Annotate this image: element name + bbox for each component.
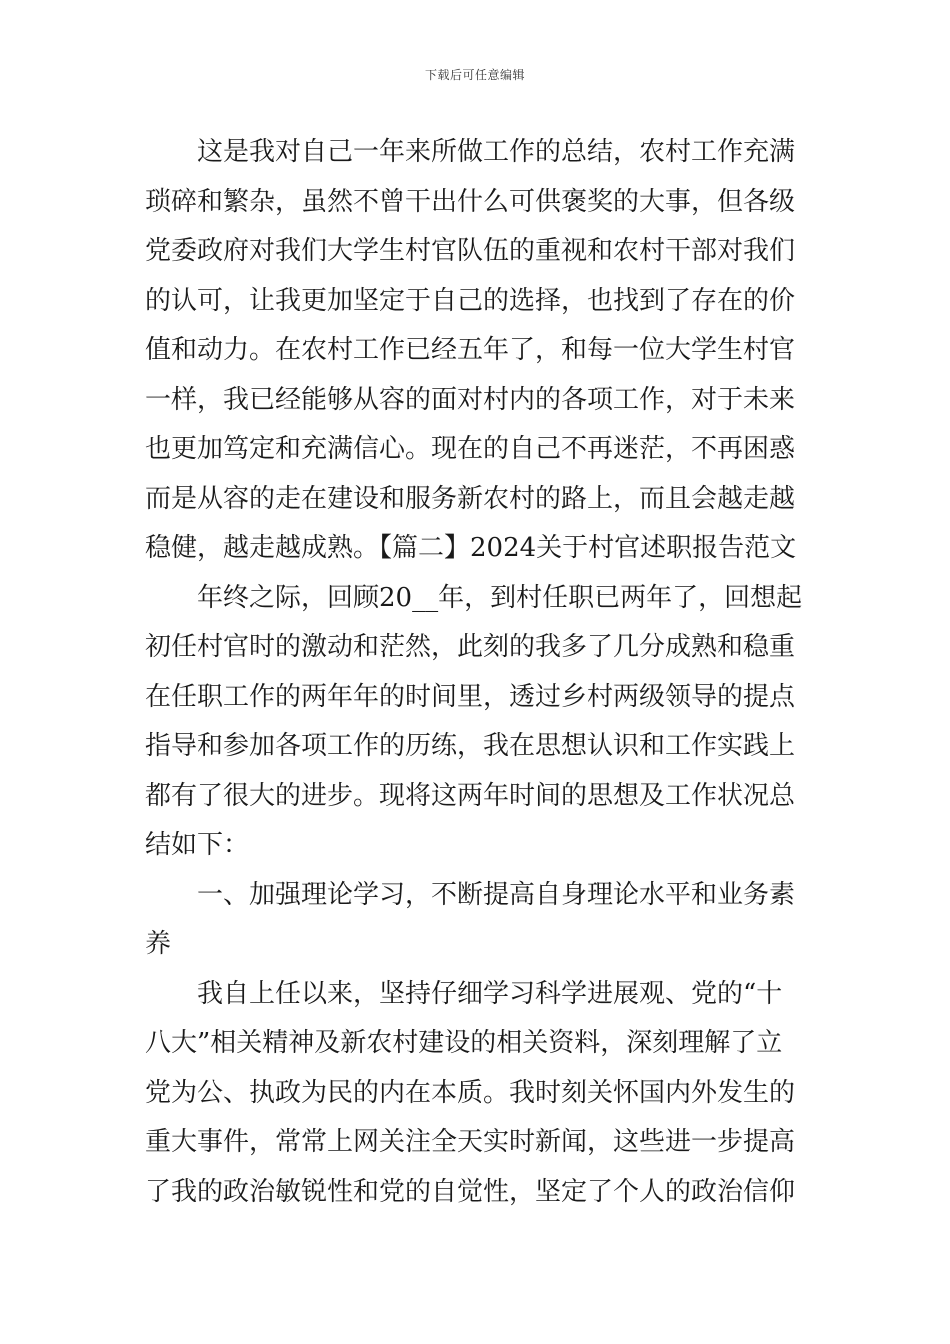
text-line: 党为公、执政为民的内在本质。我时刻关怀国内外发生的: [145, 1077, 796, 1108]
text-line: 一样，我已经能够从容的面对村内的各项工作，对于未来: [145, 384, 796, 415]
text-line: 党委政府对我们大学生村官队伍的重视和农村干部对我们: [145, 236, 796, 266]
text-line: 养: [145, 929, 172, 959]
text-line: 而是从容的走在建设和服务新农村的路上，而且会越走越: [145, 483, 796, 514]
text-line: 都有了很大的进步。现将这两年时间的思想及工作状况总: [145, 780, 796, 811]
text-line: 也更加笃定和充满信心。现在的自己不再迷茫，不再困惑: [145, 434, 796, 464]
text-line: 初任村官时的激动和茫然，此刻的我多了几分成熟和稳重: [145, 632, 796, 662]
text-line: 年终之际，回顾20__年，到村任职已两年了，回想起: [197, 582, 803, 613]
text-line: 指导和参加各项工作的历练，我在思想认识和工作实践上: [145, 731, 796, 761]
text-line: 琐碎和繁杂，虽然不曾干出什么可供褒奖的大事，但各级: [145, 186, 796, 217]
body-text: [145, 128, 810, 1217]
text-line: 这是我对自己一年来所做工作的总结，农村工作充满: [197, 137, 796, 167]
text-line: 一、加强理论学习，不断提高自身理论水平和业务素: [197, 879, 796, 910]
text-line: 结如下：: [145, 830, 250, 860]
text-line: 重大事件，常常上网关注全天实时新闻，这些进一步提高: [145, 1127, 796, 1157]
text-line: 在任职工作的两年年的时间里，透过乡村两级领导的提点: [145, 681, 796, 712]
text-line: 八大”相关精神及新农村建设的相关资料，深刻理解了立: [145, 1028, 783, 1058]
text-line: 我自上任以来，坚持仔细学习科学进展观、党的“十: [197, 978, 783, 1009]
text-line: 了我的政治敏锐性和党的自觉性，坚定了个人的政治信仰: [145, 1176, 796, 1207]
text-line: 稳健，越走越成熟。【篇二】2024关于村官述职报告范文: [145, 533, 797, 563]
header-note: 下载后可任意编辑: [424, 68, 525, 82]
text-line: 的认可，让我更加坚定于自己的选择，也找到了存在的价: [145, 285, 796, 316]
text-line: 值和动力。在农村工作已经五年了，和每一位大学生村官: [145, 335, 796, 365]
